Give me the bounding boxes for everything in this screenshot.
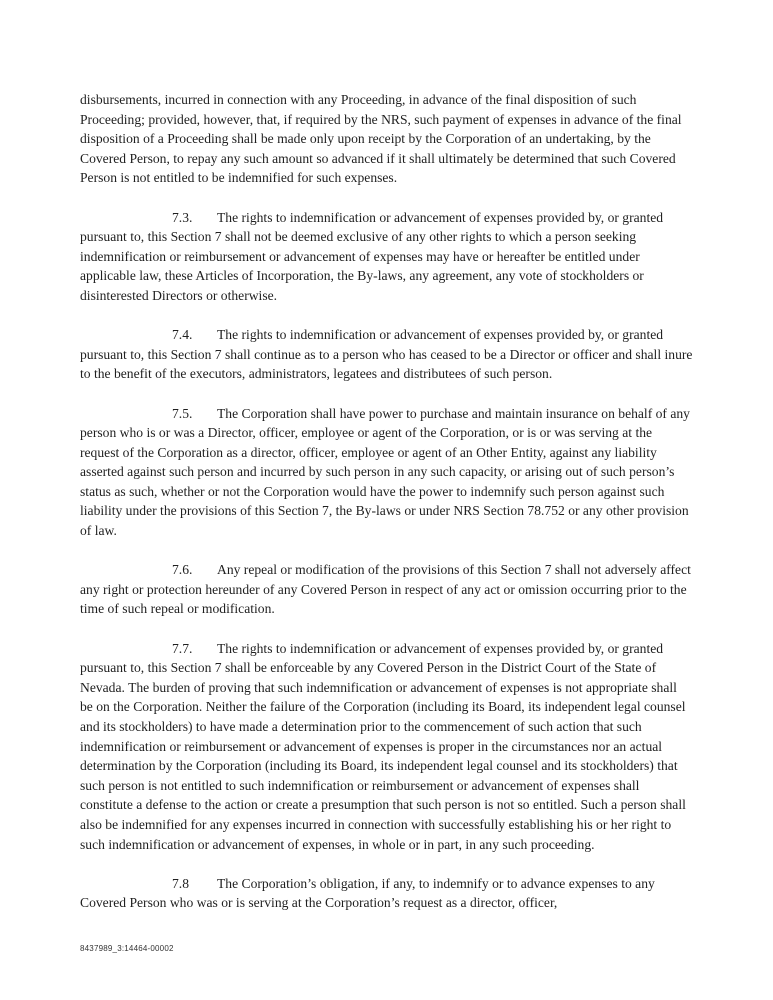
section-7-5 [80, 404, 693, 541]
section-number: 7.3. [172, 209, 193, 225]
section-7-4 [80, 325, 693, 384]
section-text: The Corporation shall have power to purchase and maintain insurance on behalf of any person who is or was a Director, officer, employee or agent of the Corporation, or is or was serving at the request of the Corporation as a director, officer, employee or agent of an Other Entity, against any liability asserted against such person and incurred by such person in any such capacity, or arising out of such person’s status as such, whether or not the Corporation would have the power to indemnify such person against such liability under the provisions of this Section 7, the By-laws or under NRS Section 78.752 or any other provision of law. [80, 405, 690, 539]
section-text: Any repeal or modification of the provisions of this Section 7 shall not adversely affect any right or protection hereunder of any Covered Person in respect of any act or omission occurring prior to the time of such repeal or modification. [80, 562, 691, 617]
section-7-3 [80, 208, 693, 306]
section-text: The rights to indemnification or advancement of expenses provided by, or granted pursuant to, this Section 7 shall not be deemed exclusive of any other rights to which a person seeking indemnification or reimbursement or advancement of expenses may have or hereafter be entitled under applicable law, these Articles of Incorporation, the By-laws, any agreement, any vote of stockholders or disinterested Directors or otherwise. [80, 209, 664, 303]
section-number: 7.4. [172, 327, 193, 343]
section-number: 7.6. [172, 562, 193, 578]
section-text: The rights to indemnification or advancement of expenses provided by, or granted pursuant to, this Section 7 shall continue as to a person who has ceased to be a Director or officer and shall inure to the benefit of the executors, administrators, legatees and distributees of such person. [80, 327, 693, 382]
section-number: 7.7. [172, 640, 193, 656]
section-number: 7.5. [172, 405, 193, 421]
document-body [80, 90, 693, 933]
section-7-8 [80, 874, 693, 913]
section-text: The Corporation’s obligation, if any, to indemnify or to advance expenses to any Covered Person who was or is serving at the Corporation’s request as a director, officer, [80, 875, 655, 911]
section-7-7 [80, 639, 693, 855]
document-footer-id: 8437989_3:14464-00002 [80, 944, 174, 953]
section-7-6 [80, 560, 693, 619]
continued-paragraph: disbursements, incurred in connection with any Proceeding, in advance of the final disposition of such Proceeding; provided, however, that, if required by the NRS, such payment of expenses in advance of the final disposition of a Proceeding shall be made only upon receipt by the Corporation of an undertaking, by the Covered Person, to repay any such amount so advanced if it shall ultimately be determined that such Covered Person is not entitled to be indemnified for such expenses. [80, 92, 682, 186]
section-text: The rights to indemnification or advancement of expenses provided by, or granted pursuant to, this Section 7 shall be enforceable by any Covered Person in the District Court of the State of Nevada. The burden of proving that such indemnification or advancement of expenses is not appropriate shall be on the Corporation. Neither the failure of the Corporation (including its Board, its independent legal counsel and its stockholders) to have made a determination prior to the commencement of such action that such indemnification or reimbursement or advancement of expenses is proper in the circumstances nor an actual determination by the Corporation (including its Board, its independent legal counsel and its stockholders) that such person is not entitled to such indemnification or reimbursement or advancement of expenses shall constitute a defense to the action or create a presumption that such person is not so entitled. Such a person shall also be indemnified for any expenses incurred in connection with successfully establishing his or her right to such indemnification or advancement of expenses, in whole or in part, in any such proceeding. [80, 640, 686, 852]
section-number: 7.8 [172, 875, 189, 891]
